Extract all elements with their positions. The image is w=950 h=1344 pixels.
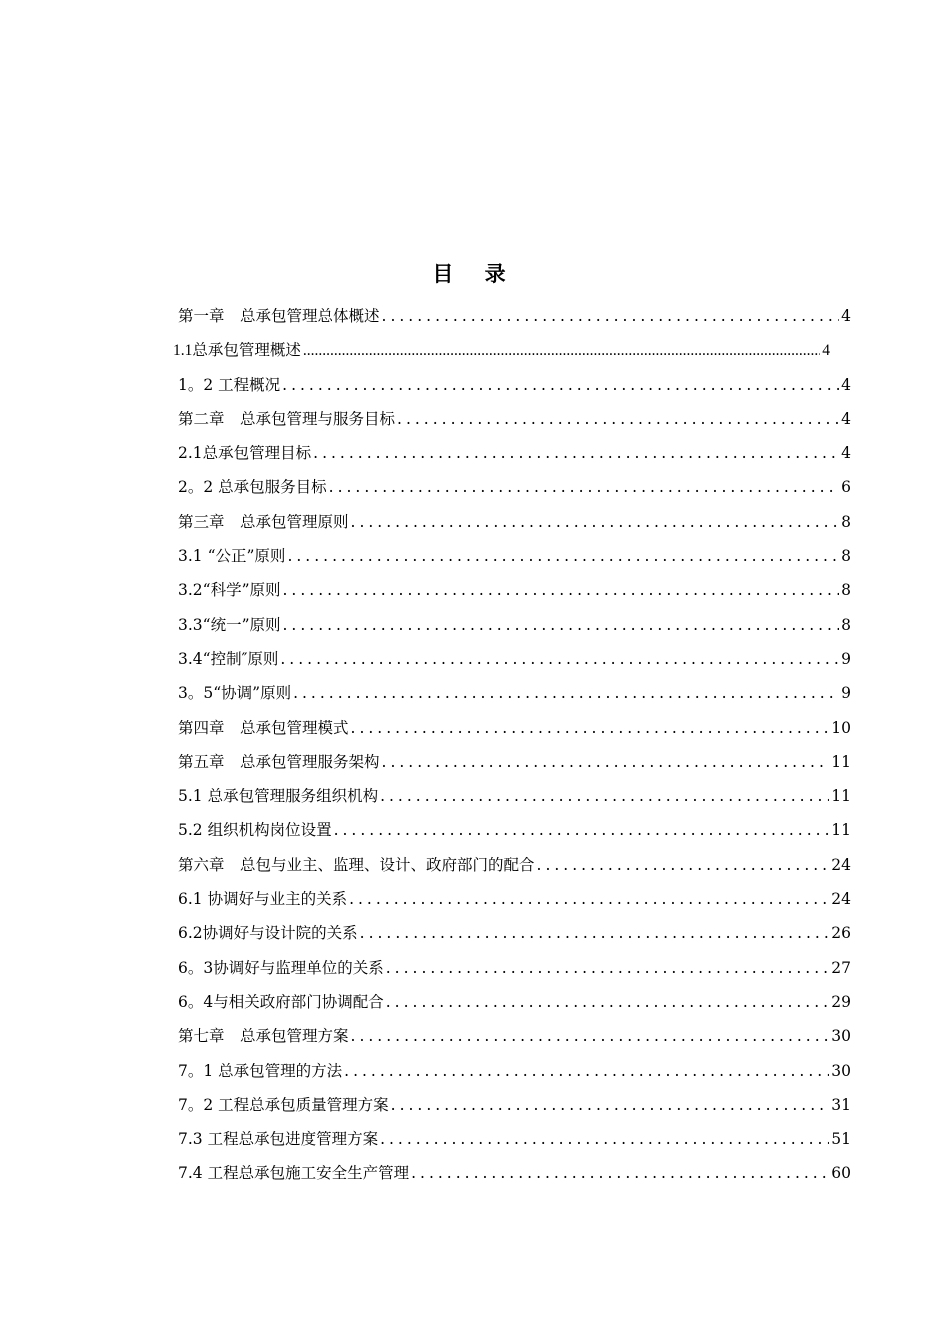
toc-entry-page: 9 (841, 684, 851, 703)
toc-entry-page: 24 (831, 855, 851, 874)
toc-entry-label: 3.2“科学”原则 (178, 581, 281, 600)
toc-entry[interactable] (178, 578, 851, 612)
toc-entry-page: 27 (831, 958, 851, 977)
toc-entry[interactable] (178, 1127, 851, 1161)
toc-entry[interactable] (178, 887, 851, 921)
toc-entry-page: 26 (831, 924, 851, 943)
toc-entry[interactable] (178, 956, 851, 990)
toc-leader-dots (397, 410, 839, 428)
toc-entry-label: 5.1 总承包管理服务组织机构 (178, 787, 379, 806)
toc-entry-label: 6。3协调好与监理单位的关系 (178, 958, 384, 977)
toc-leader-dots (386, 959, 830, 977)
toc-entry[interactable] (178, 647, 851, 681)
toc-entry-page: 10 (831, 718, 851, 737)
toc-entry-label: 第二章 总承包管理与服务目标 (178, 409, 396, 428)
toc-entry-page: 9 (841, 649, 851, 668)
toc-entry-page: 8 (841, 512, 851, 531)
toc-entry[interactable] (178, 681, 851, 715)
toc-entry-label: 3.3“统一”原则 (178, 615, 281, 634)
toc-entry-page: 60 (831, 1164, 851, 1183)
toc-leader-dots (283, 616, 840, 634)
toc-entry-label: 第五章 总承包管理服务架构 (178, 752, 380, 771)
toc-entry-page: 31 (831, 1095, 851, 1114)
toc-entry-page: 8 (841, 615, 851, 634)
toc-leader-dots (329, 478, 839, 496)
toc-leader-dots (382, 753, 830, 771)
toc-leader-dots (386, 993, 830, 1011)
toc-leader-dots (382, 307, 840, 325)
toc-entry-page: 8 (841, 581, 851, 600)
toc-entry-page: 4 (841, 444, 851, 463)
toc-entry-page: 51 (831, 1130, 851, 1149)
toc-leader-dots (303, 342, 820, 360)
toc-entry-page: 29 (831, 992, 851, 1011)
toc-entry[interactable] (178, 407, 851, 441)
toc-entry-label: 第一章 总承包管理总体概述 (178, 307, 380, 325)
toc-entry-label: 7。1 总承包管理的方法 (178, 1061, 343, 1080)
toc-entry[interactable] (178, 716, 851, 750)
toc-entry[interactable] (178, 921, 851, 955)
toc-entry[interactable] (178, 1059, 851, 1093)
toc-entry-label: 2.1总承包管理目标 (178, 444, 312, 463)
toc-leader-dots (351, 513, 840, 531)
toc-entry-label: 6.1 协调好与业主的关系 (178, 890, 348, 909)
toc-entry-page: 4 (841, 307, 851, 325)
toc-entry-page: 11 (831, 821, 851, 840)
toc-entry[interactable] (178, 853, 851, 887)
toc-entry[interactable] (178, 613, 851, 647)
toc-entry[interactable] (178, 304, 851, 338)
toc-entry-label: 第三章 总承包管理原则 (178, 512, 349, 531)
page-title: 目 录 (432, 261, 518, 286)
toc-entry[interactable] (178, 990, 851, 1024)
toc-leader-dots (293, 684, 839, 702)
toc-entry-label: 第七章 总承包管理方案 (178, 1027, 349, 1046)
toc-entry[interactable] (178, 441, 851, 475)
toc-entry[interactable] (178, 373, 851, 407)
toc-entry[interactable] (178, 510, 851, 544)
toc-entry[interactable] (178, 1161, 851, 1195)
toc-entry-label: 1.1总承包管理概述 (173, 342, 301, 360)
toc-leader-dots (287, 547, 839, 565)
toc-entry-label: 3。5“协调”原则 (178, 684, 292, 703)
table-of-contents (173, 304, 851, 1196)
toc-entry-page: 30 (831, 1061, 851, 1080)
toc-leader-dots (380, 1130, 829, 1148)
toc-leader-dots (283, 581, 840, 599)
toc-entry-page: 4 (841, 375, 851, 394)
toc-leader-dots (411, 1164, 829, 1182)
toc-entry-page: 11 (831, 752, 851, 771)
toc-entry-page: 4 (822, 342, 830, 360)
toc-entry-label: 1。2 工程概况 (178, 375, 281, 394)
toc-entry[interactable] (173, 338, 830, 372)
toc-entry[interactable] (178, 1024, 851, 1058)
toc-entry-page: 8 (841, 547, 851, 566)
toc-entry-label: 第六章 总包与业主、监理、设计、政府部门的配合 (178, 855, 535, 874)
toc-leader-dots (313, 444, 839, 462)
toc-entry-label: 7.3 工程总承包进度管理方案 (178, 1130, 379, 1149)
toc-entry-label: 3.4“控制″原则 (178, 649, 279, 668)
toc-entry[interactable] (178, 784, 851, 818)
toc-entry-page: 6 (841, 478, 851, 497)
toc-leader-dots (391, 1096, 830, 1114)
toc-entry-label: 3.1 “公正”原则 (178, 547, 286, 566)
toc-leader-dots (380, 787, 829, 805)
toc-leader-dots (360, 924, 830, 942)
toc-entry[interactable] (178, 818, 851, 852)
toc-entry-page: 30 (831, 1027, 851, 1046)
toc-leader-dots (344, 1062, 829, 1080)
toc-entry-label: 2。2 总承包服务目标 (178, 478, 327, 497)
toc-entry-page: 4 (841, 409, 851, 428)
toc-leader-dots (351, 719, 830, 737)
toc-entry-label: 6。4与相关政府部门协调配合 (178, 992, 384, 1011)
toc-leader-dots (282, 376, 839, 394)
toc-entry-page: 24 (831, 890, 851, 909)
toc-entry[interactable] (178, 544, 851, 578)
toc-leader-dots (351, 1027, 830, 1045)
toc-leader-dots (334, 821, 830, 839)
toc-leader-dots (280, 650, 839, 668)
toc-entry[interactable] (178, 1093, 851, 1127)
toc-entry-label: 7.4 工程总承包施工安全生产管理 (178, 1164, 410, 1183)
toc-leader-dots (349, 890, 829, 908)
toc-entry-label: 7。2 工程总承包质量管理方案 (178, 1095, 389, 1114)
toc-leader-dots (537, 856, 830, 874)
toc-entry-label: 6.2协调好与设计院的关系 (178, 924, 358, 943)
toc-entry[interactable] (178, 475, 851, 509)
toc-entry-page: 11 (831, 787, 851, 806)
toc-entry[interactable] (178, 750, 851, 784)
toc-entry-label: 5.2 组织机构岗位设置 (178, 821, 332, 840)
toc-entry-label: 第四章 总承包管理模式 (178, 718, 349, 737)
